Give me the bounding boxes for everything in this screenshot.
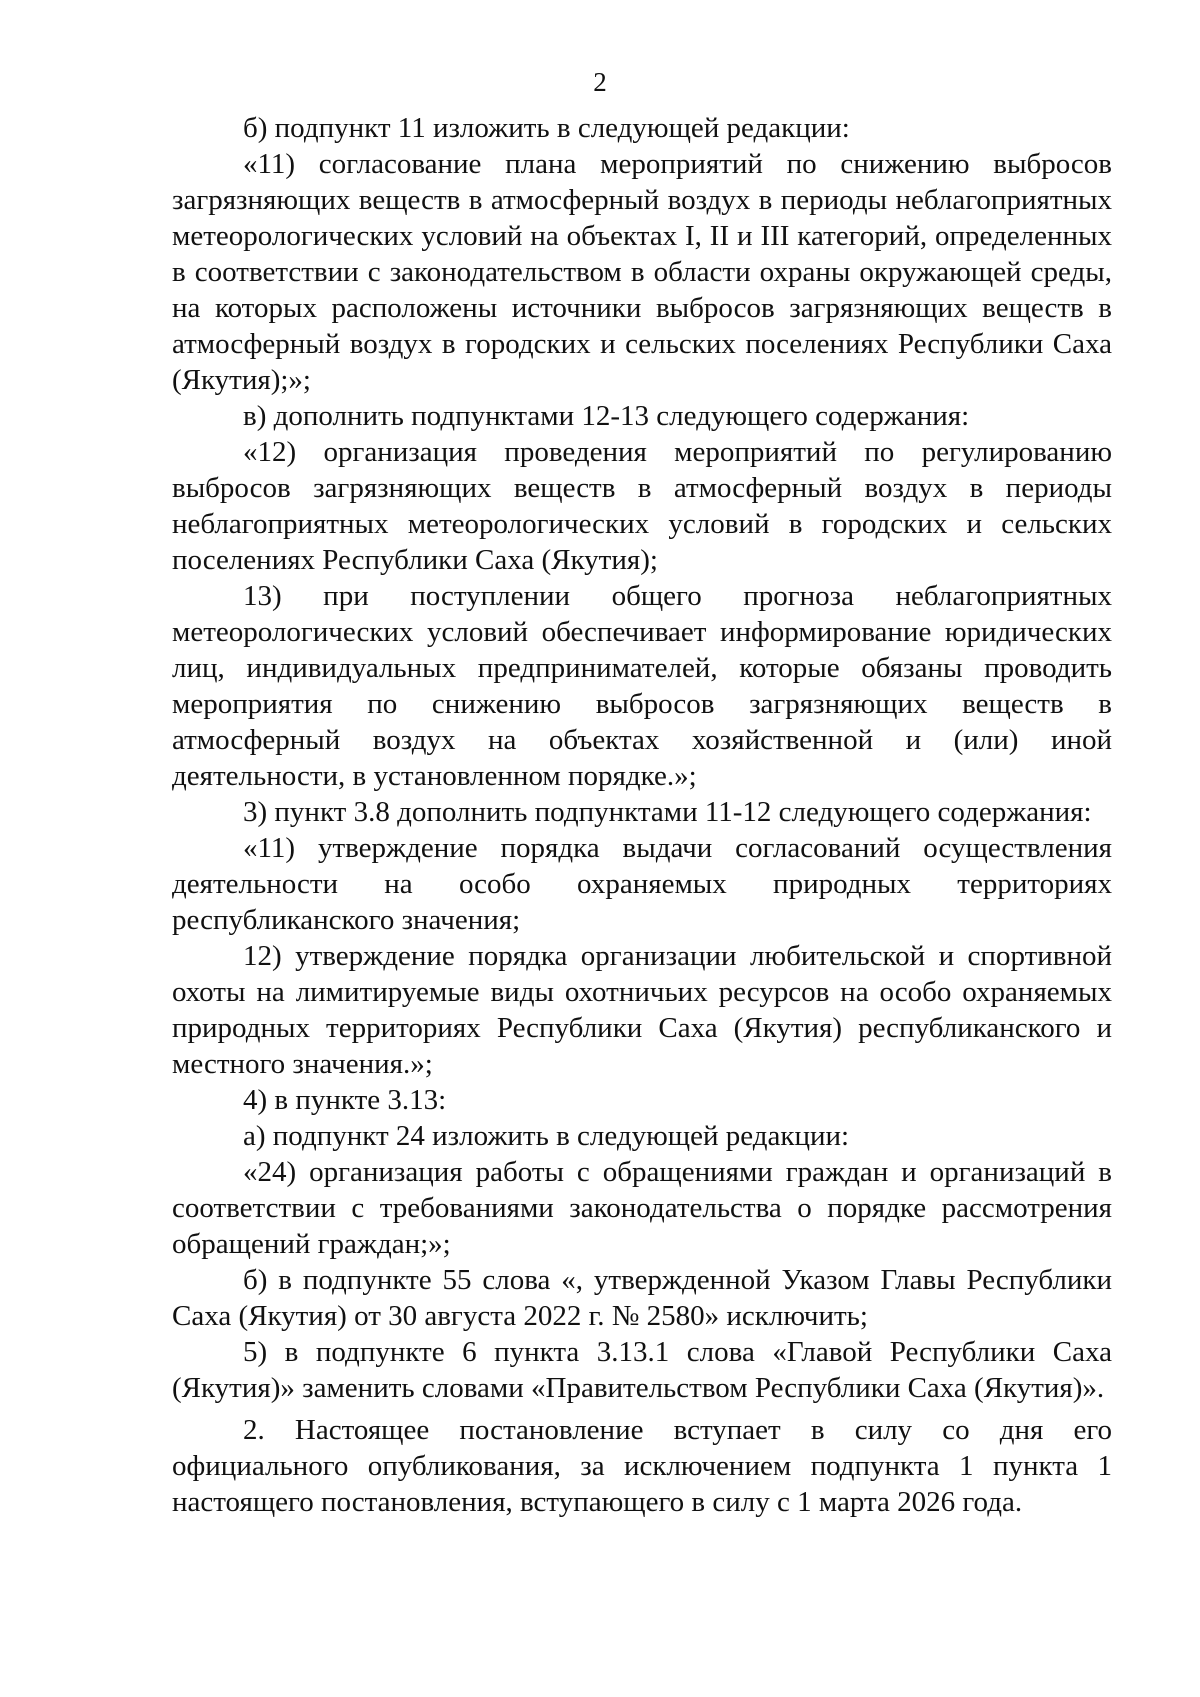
paragraph-point-4-subitem-b: б) в подпункте 55 слова «, утвержденной Указом Главы Республики Саха (Якутия) от 30 августа 2022 г. № 2580» исключить; (172, 1264, 1112, 1332)
paragraph-subitem-b: б) подпункт 11 изложить в следующей редакции: (243, 112, 850, 144)
paragraph-point-5: 5) в подпункте 6 пункта 3.13.1 слова «Главой Республики Саха (Якутия)» заменить словами «Правительством Республики Саха (Якутия)». (172, 1336, 1112, 1404)
paragraph-item-24-text: «24) организация работы с обращениями граждан и организаций в соответствии с требованиями законодательства о порядке рассмотрения обращений граждан;»; (172, 1156, 1112, 1260)
paragraph-point-4: 4) в пункте 3.13: (243, 1084, 447, 1116)
paragraph-item-13-text: 13) при поступлении общего прогноза неблагоприятных метеорологических условий обеспечивает информирование юридических лиц, индивидуальных предпринимателей, которые обязаны проводить мероприятия по снижению выбросов загрязняющих веществ в атмосферный воздух на объектах хозяйственной и (или) иной деятельности, в установленном порядке.»; (172, 580, 1112, 792)
paragraph-item-12-text: «12) организация проведения мероприятий по регулированию выбросов загрязняющих веществ в атмосферный воздух в периоды неблагоприятных метеорологических условий в городских и сельских поселениях Республики Саха (Якутия); (172, 436, 1112, 576)
document-body (172, 110, 1112, 1520)
paragraph-section-2: 2. Настоящее постановление вступает в силу со дня его официального опубликования, за исключением подпункта 1 пункта 1 настоящего постановления, вступающего в силу с 1 марта 2026 года. (172, 1414, 1112, 1518)
paragraph-point-3: 3) пункт 3.8 дополнить подпунктами 11-12 следующего содержания: (243, 796, 1092, 828)
paragraph-subitem-v: в) дополнить подпунктами 12-13 следующего содержания: (243, 400, 970, 432)
paragraph-point-3-item-12: 12) утверждение порядка организации любительской и спортивной охоты на лимитируемые виды охотничьих ресурсов на особо охраняемых природных территориях Республики Саха (Якутия) республиканского и местного значения.»; (172, 940, 1112, 1080)
paragraph-point-4-subitem-a: а) подпункт 24 изложить в следующей редакции: (243, 1120, 850, 1152)
page-number: 2 (593, 67, 607, 97)
paragraph-item-11-text: «11) согласование плана мероприятий по снижению выбросов загрязняющих веществ в атмосферный воздух в периоды неблагоприятных метеорологических условий на объектах I, II и III категорий, определенных в соответствии с законодательством в области охраны окружающей среды, на которых расположены источники выбросов загрязняющих веществ в атмосферный воздух в городских и сельских поселениях Республики Саха (Якутия);»; (172, 148, 1112, 396)
paragraph-point-3-item-11: «11) утверждение порядка выдачи согласований осуществления деятельности на особо охраняемых природных территориях республиканского значения; (172, 832, 1112, 936)
